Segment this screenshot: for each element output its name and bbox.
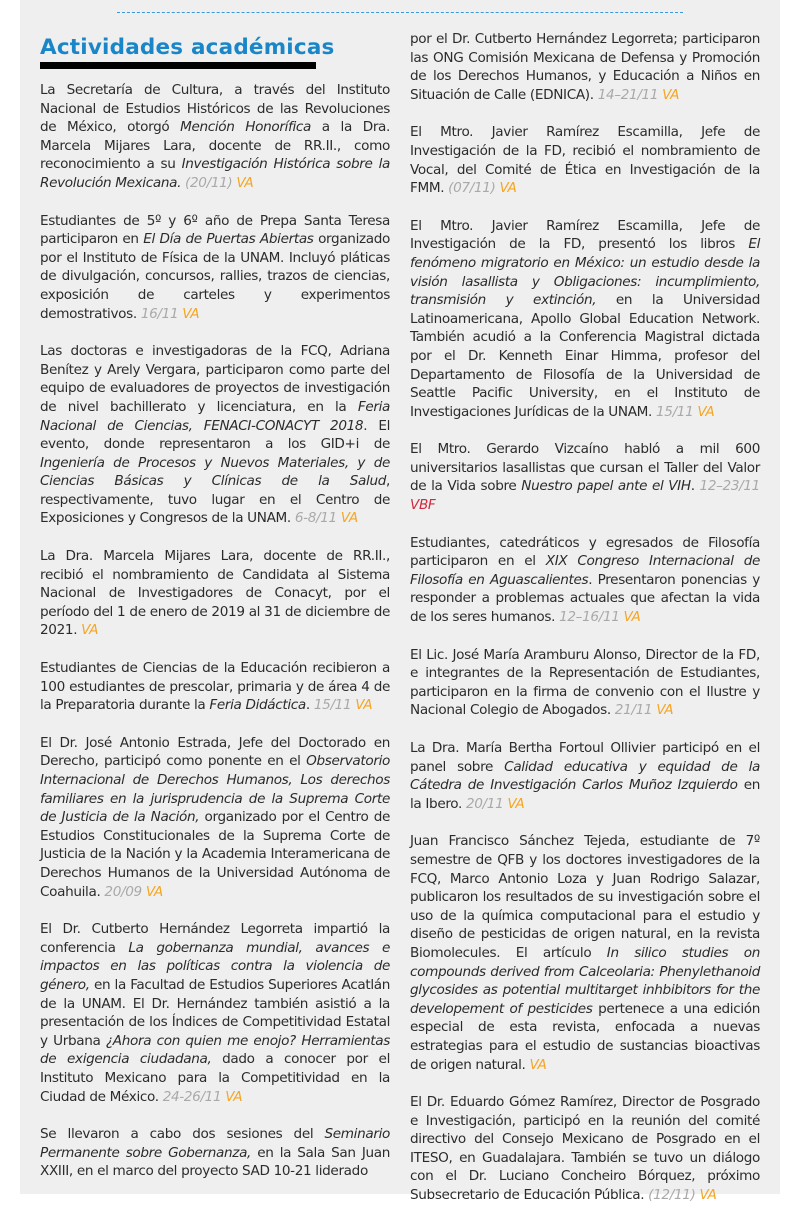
item-title-italic: El Día de Puertas Abiertas [143, 231, 314, 248]
news-item [410, 440, 760, 514]
item-date: 24-26/11 [162, 1088, 226, 1105]
item-text: Estudiantes de Ciencias de la Educación recibieron a 100 estudiantes de prescolar, primaria y de área 4 de la Preparatoria durante la [40, 660, 390, 714]
item-title-italic: Feria Nacional de Ciencias, FENACI-CONACYT 2018 [40, 398, 390, 434]
item-source-tag: VA [623, 609, 641, 626]
item-source-tag: VA [507, 795, 525, 812]
item-source-tag: VA [656, 702, 674, 719]
item-title-italic: Observatorio Internacional de Derechos Humanos, Los derechos familiares en la jurisprudencia de la Suprema Corte de Justicia de la Nación, [40, 753, 390, 826]
item-source-tag: VA [499, 180, 517, 197]
item-text: Estudiantes, catedráticos y egresados de Filosofía participaron en el [410, 534, 760, 570]
item-source-tag: VA [529, 1056, 547, 1073]
item-text: El Dr. Eduardo Gómez Ramírez, Director de Posgrado e Investigación, participó en la reunión del comité directivo del Consejo Mexicano de Posgrado en el ITESO, en Guadalajara. También se tuvo un diálogo con el Dr. Luciano Concheiro Bórquez, próximo Subsecretario de Educación Pública. [410, 1094, 760, 1204]
item-text: El Dr. José Antonio Estrada, Jefe del Doctorado en Derecho, participó como ponente en el [40, 734, 390, 770]
item-text: . Presentaron ponencias y responder a problemas actuales que afectan la vida de los seres humanos. [410, 571, 760, 626]
item-text: El Mtro. Javier Ramírez Escamilla, Jefe de Investigación de la FD, recibió el nombramiento de Vocal, del Comité de Ética en Investigación de la FMM. [410, 124, 760, 197]
item-title-italic: ¿Ahora con quien me enojo? Herramientas de exigencia ciudadana, [40, 1032, 390, 1068]
news-item [40, 920, 390, 1106]
item-title-italic: Calidad educativa y equidad de la Cátedra de Investigación Carlos Muñoz Izquierdo [410, 758, 761, 794]
item-source-tag: VBF [410, 497, 436, 514]
item-date: 20/11 [465, 795, 508, 812]
news-item [410, 217, 760, 422]
item-text: dado a conocer por el Instituto Mexicano para la Competitividad en la Ciudad de México. [40, 1051, 391, 1105]
item-source-tag: VA [340, 510, 358, 527]
item-title-italic: Nuestro papel ante el VIH [521, 478, 691, 495]
item-title-italic: Mención Honorífica [180, 119, 312, 136]
news-item [410, 1093, 760, 1205]
item-text: La Dra. María Bertha Fortoul Ollivier participó en el panel sobre [410, 740, 760, 775]
item-date: 21/11 [614, 702, 657, 719]
item-title-italic: Ingeniería de Procesos y Nuevos Materiales, y de Ciencias Básicas y Clínicas de la Salud [40, 454, 390, 490]
item-text: La Dra. Marcela Mijares Lara, docente de RR.II., recibió el nombramiento de Candidata al Sistema Nacional de Investigadores de Conacyt, por el período del 1 de enero de 2019 al 31 de diciembre de 2021. [40, 548, 390, 639]
item-date: (07/11) [448, 180, 500, 197]
item-title-italic: Feria Didáctica [209, 697, 306, 714]
item-date: 12–23/11 [699, 478, 760, 495]
news-item [410, 739, 760, 813]
item-text: en la Ibero. [410, 777, 760, 812]
news-item [40, 659, 390, 715]
item-text: en la Sala San Juan XXIII, en el marco del proyecto SAD 10-21 liderado [40, 1144, 390, 1180]
top-divider [117, 12, 683, 13]
item-source-tag: VA [662, 86, 680, 103]
item-source-tag: VA [145, 883, 163, 900]
title-underline-bar [40, 62, 316, 69]
item-text: organizado por el Centro de Estudios Constitucionales de la Suprema Corte de Justicia de la Nación y la Academia Interamericana de Derechos Humanos de la Universidad Autónoma de Coahuila. [40, 809, 391, 900]
news-item [410, 534, 760, 627]
item-text: en la Facultad de Estudios Superiores Acatlán de la UNAM. El Dr. Hernández también asistió a la presentación de los Índices de Competitividad Estatal y Urbana [40, 976, 390, 1049]
news-item [40, 1125, 390, 1181]
item-text: a la Dra. Marcela Mijares Lara, docente de RR.II., como reconocimiento a su [40, 119, 391, 173]
item-text: Juan Francisco Sánchez Tejeda, estudiante de 7º semestre de QFB y los doctores investigadores de la FCQ, Marco Antonio Loza y Juan Rodrigo Salazar, publicaron los resultados de su investigación sobre el uso de la química computacional para el estudio y diseño de pesticidas de origen natural, en la revista Biomolecules. El artículo [410, 833, 760, 961]
item-source-tag: VA [699, 1187, 717, 1204]
item-title-italic: La gobernanza mundial, avances e impactos en las políticas contra la violencia de género, [40, 939, 391, 993]
item-text: . [305, 697, 314, 714]
item-source-tag: VA [355, 697, 373, 714]
right-column [410, 30, 760, 1224]
item-source-tag: VA [81, 622, 99, 639]
item-title-italic: Investigación Histórica sobre la Revolución Mexicana. [40, 156, 390, 191]
section-title: Actividades académicas [40, 35, 335, 60]
item-title-italic: XIX Congreso Internacional de Filosofía en Aguascalientes [410, 553, 760, 588]
item-text: La Secretaría de Cultura, a través del Instituto Nacional de Estudios Históricos de las Revoluciones de México, otorgó [40, 82, 390, 136]
item-text: El Lic. José María Aramburu Alonso, Director de la FD, e integrantes de la Representación de Estudiantes, participaron en la firma de convenio con el Ilustre y Nacional Colegio de Abogados. [410, 646, 760, 719]
item-text: organizado por el Instituto de Física de la UNAM. Incluyó pláticas de divulgación, concursos, rallies, trazos de ciencias, exposición de carteles y experimentos demostrativos. [40, 231, 391, 322]
item-text: Las doctoras e investigadoras de la FCQ, Adriana Benítez y Arely Vergara, participaron como parte del equipo de evaluadores de proyectos de investigación de nivel bachillerato y licenciatura, en la [40, 343, 390, 415]
item-source-tag: VA [225, 1088, 243, 1105]
item-date: 16/11 [140, 305, 183, 322]
item-text: pertenece a una edición especial de esta revista, enfocada a nuevas estrategias para el estudio de sustancias bioactivas de origen natural. [410, 1000, 760, 1073]
item-date: 15/11 [655, 403, 698, 420]
item-text: Estudiantes de 5º y 6º año de Prepa Santa Teresa participaron en [40, 212, 390, 248]
news-item [410, 646, 760, 720]
item-date: (12/11) [648, 1187, 700, 1204]
item-title-italic: In silico studies on compounds derived from Calceolaria: Phenylethanoid glycosides as potential multitarget inhbibitors for the developement of pesticides [410, 944, 760, 1017]
item-text: El Mtro. Gerardo Vizcaíno habló a mil 600 universitarios lasallistas que cursan el Taller del Valor de la Vida sobre [410, 441, 760, 495]
item-text: , respectivamente, tuvo lugar en el Centro de Exposiciones y Congresos de la UNAM. [40, 473, 390, 527]
item-text: El Mtro. Javier Ramírez Escamilla, Jefe de Investigación de la FD, presentó los libros [410, 217, 760, 253]
item-source-tag: VA [697, 403, 715, 420]
item-text: El Dr. Cutberto Hernández Legorreta impartió la conferencia [40, 921, 390, 956]
news-item [40, 212, 390, 324]
news-item [40, 734, 390, 901]
news-item [410, 832, 760, 1074]
item-source-tag: VA [182, 305, 200, 322]
item-source-tag: VA [236, 174, 254, 191]
item-text: . [690, 478, 700, 495]
left-column [40, 34, 390, 1200]
item-date: 14–21/11 [597, 86, 663, 103]
item-title-italic: Seminario Permanente sobre Gobernanza, [40, 1126, 390, 1161]
item-title-italic: El fenómeno migratorio en México: un estudio desde la visión lasallista y Obligaciones: incumplimiento, transmisión y extinción, [410, 236, 760, 309]
news-item [40, 342, 390, 528]
item-text: Se llevaron a cabo dos sesiones del [40, 1126, 325, 1143]
news-item [410, 30, 760, 104]
item-text: . El evento, donde representaron a los GID+i de [40, 417, 391, 453]
item-date: 6-8/11 [294, 510, 341, 527]
item-date: (20/11) [185, 174, 237, 191]
item-date: 15/11 [313, 697, 356, 714]
news-item [40, 81, 390, 193]
item-date: 12–16/11 [559, 609, 624, 626]
item-date: 20/09 [104, 883, 146, 900]
item-text: en la Universidad Latinoamericana, Apollo Global Education Network. También acudió a la Conferencia Magistral dictada por el Dr. Kenneth Einar Himma, profesor del Departamento de Filosofía de la Universidad de Seattle Pacific University, en el Instituto de Investigaciones Jurídicas de la UNAM. [410, 292, 760, 420]
news-item [410, 123, 760, 197]
news-item [40, 547, 390, 640]
item-text: por el Dr. Cutberto Hernández Legorreta; participaron las ONG Comisión Mexicana de Defensa y Promoción de los Derechos Humanos, y Educación a Niños en Situación de Calle (EDNICA). [410, 31, 760, 103]
